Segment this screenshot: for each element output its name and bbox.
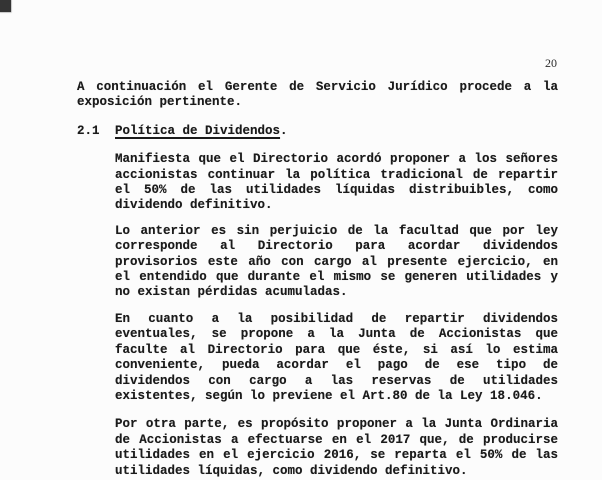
section-heading xyxy=(77,124,558,139)
text-line: utilidades en el ejercicio 2016, se reparta el 50% de las xyxy=(115,448,558,463)
text-line: Manifiesta que el Directorio acordó proponer a los señores xyxy=(115,152,558,167)
text-line: A continuación el Gerente de Servicio Jurídico procede a la xyxy=(77,80,558,94)
text-line: corresponde al Directorio para acordar dividendos xyxy=(115,239,558,254)
document-body xyxy=(77,80,558,479)
text-line: faculte al Directorio para que éste, si así lo estima xyxy=(115,342,558,357)
text-line: exposición pertinente. xyxy=(77,95,243,110)
text-line: provisorios este año con cargo al presente ejercicio, en xyxy=(115,254,558,269)
text-line: el 50% de las utilidades líquidas distribuibles, como xyxy=(115,183,558,198)
text-line: En cuanto a la posibilidad de repartir dividendos xyxy=(115,311,558,326)
text-line: dividendos con cargo a las reservas de utilidades xyxy=(115,373,558,388)
text-line: dividendo definitivo. xyxy=(115,198,273,213)
text-line: el entendido que durante el mismo se generen utilidades y xyxy=(115,270,558,285)
text-line: utilidades líquidas, como dividendo definitivo. xyxy=(115,463,468,478)
page-number: 20 xyxy=(545,56,557,70)
section-title: Política de Dividendos xyxy=(115,123,281,138)
text-line: accionistas continuar la política tradicional de repartir xyxy=(115,167,558,182)
section-title-period: . xyxy=(280,123,288,138)
section-number: 2.1 xyxy=(77,123,100,138)
text-line: de Accionistas a efectuarse en el 2017 que, de producirse xyxy=(115,432,558,447)
text-line: existentes, según lo previene el Art.80 de la Ley 18.046. xyxy=(115,388,543,403)
scan-artifact-mark xyxy=(0,0,11,12)
text-line: Lo anterior es sin perjuicio de la facultad que por ley xyxy=(115,223,558,238)
intro-paragraph xyxy=(77,80,558,111)
text-line: Por otra parte, es propósito proponer a la Junta Ordinaria xyxy=(115,417,558,432)
paragraph-provisional-dividends xyxy=(115,224,558,301)
paragraph-dividend-policy xyxy=(115,152,558,214)
paragraph-2017-proposal xyxy=(115,417,558,479)
text-line: no existan pérdidas acumuladas. xyxy=(115,285,348,300)
paragraph-eventual-dividends xyxy=(115,312,558,404)
text-line: eventuales, se propone a la Junta de Accionistas que xyxy=(115,327,558,342)
text-line: conveniente, pueda acordar el pago de ese tipo de xyxy=(115,358,558,373)
